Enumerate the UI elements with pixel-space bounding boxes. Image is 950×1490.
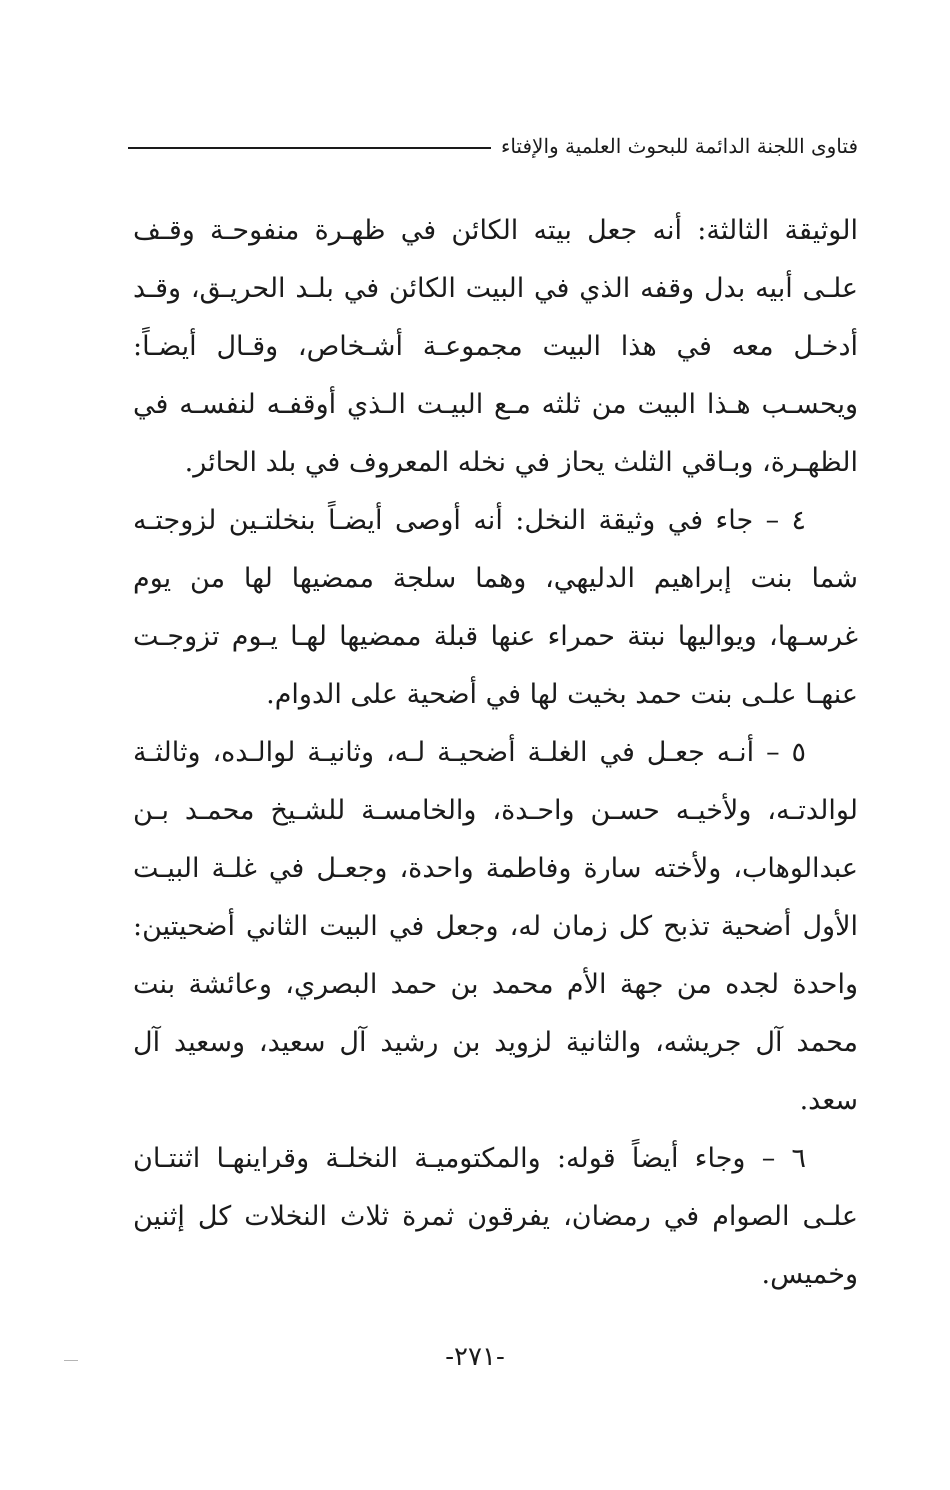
page-number: -٢٧١- xyxy=(445,1342,505,1372)
body-text xyxy=(133,202,858,1304)
running-title: فتاوى اللجنة الدائمة للبحوث العلمية والإفتاء xyxy=(500,134,858,158)
scan-mark xyxy=(64,1360,78,1361)
paragraph-item-6: ٦ – وجاء أيضاً قوله: والمكتوميـة النخلـة وقراينهـا اثنتـان علـى الصوام في رمضان، يفرقون ثمرة ثلاث النخلات كل إثنين وخميس. xyxy=(133,1143,858,1290)
paragraph-item-5: ٥ – أنـه جعـل في الغلـة أضحيـة لـه، وثانيـة لوالـده، وثالثـة لوالدتـه، ولأخيـه حسـن واحـدة، والخامسـة للشـيخ محمـد بـن عبدالوهاب، ولأخته سارة وفاطمة واحدة، وجعـل في غلـة البيـت الأول أضحية تذبح كل زمان له، وجعل في البيت الثاني أضحيتين: واحدة لجده من جهة الأم محمد بن حمد البصري، وعائشة بنت محمد آل جريشه، والثانية لزويد بن رشيد آل سعيد، وسعيد آل سعد. xyxy=(133,737,858,1116)
header-rule xyxy=(128,147,491,149)
paragraph-third-document: الوثيقة الثالثة: أنه جعل بيته الكائن في ظهـرة منفوحـة وقـف علـى أبيه بدل وقفه الذي في البيت الكائن في بلـد الحريـق، وقـد أدخـل معه في هذا البيت مجموعـة أشـخاص، وقـال أيضـاً: ويحسـب هـذا البيت من ثلثه مـع البيـت الـذي أوقفـه لنفسـه في الظهـرة، وبـاقي الثلث يحاز في نخله المعروف في بلد الحائر. xyxy=(133,215,858,478)
paragraph-item-4: ٤ – جاء في وثيقة النخل: أنه أوصى أيضـاً بنخلتـين لزوجتـه شما بنت إبراهيم الدليهي، وهما سلجة ممضيها لها من يوم غرسـها، ويواليها نبتة حمراء عنها قبلة ممضيها لهـا يـوم تزوجـت عنهـا علـى بنت حمد بخيت لها في أضحية على الدوام. xyxy=(133,505,858,710)
running-header xyxy=(128,128,858,164)
